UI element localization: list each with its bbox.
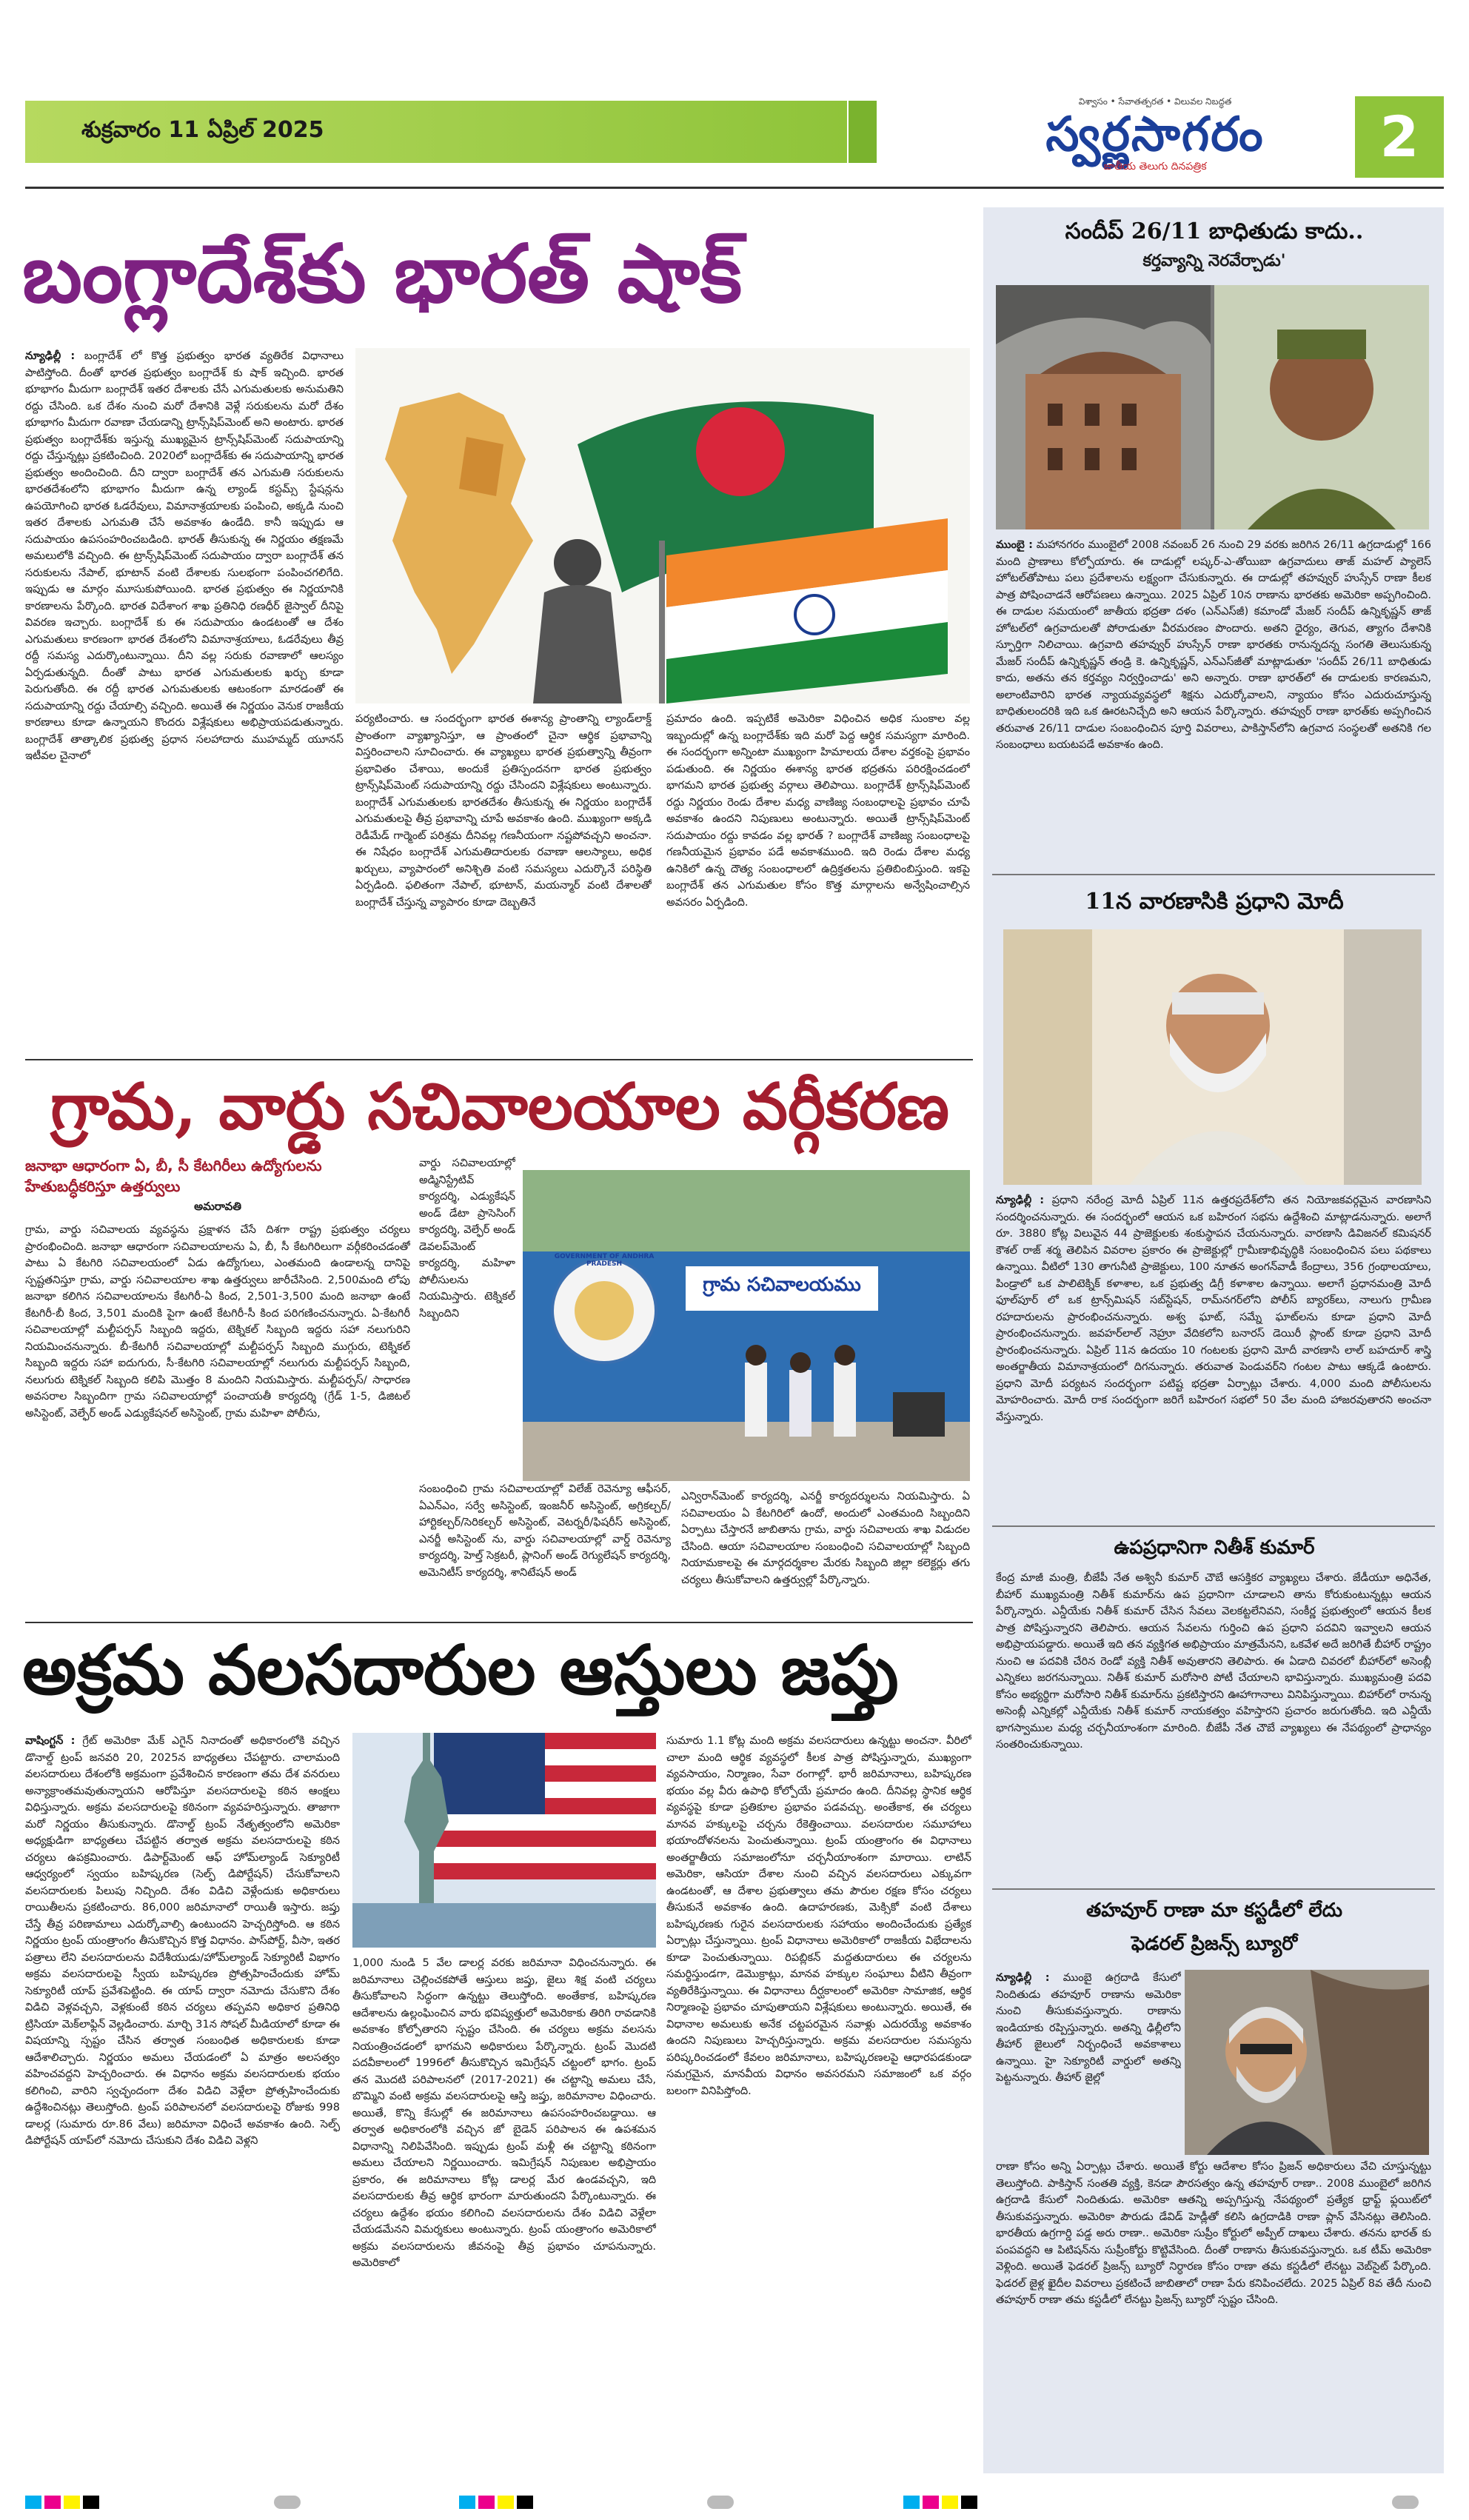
sidebar-story2-body: [996, 1192, 1431, 1518]
sidebar-rana-photo: [1185, 1970, 1429, 2155]
swatch-magenta: [923, 2496, 939, 2509]
sidebar-story2-text: ప్రధాని నరేంద్ర మోదీ ఏప్రిల్ 11న ఉత్తరప్రదేశ్‌లోని తన నియోజకవర్గమైన వారణాసిని సందర్శించనున్నారు. ఈ సందర్భంలో ఆయన ఒక బహిరంగ సభను ఉద్దేశించి మాట్లాడనున్నారు. అలాగే రూ. 3880 కోట్ల విలువైన 44 ప్రాజెక్టులకు శంకుస్థాపన చేయనున్నారు. వారణాసి డివిజనల్ కమిషనర్ కౌశల్ రాజ్ శర్మ తెలిపిన వివరాల ప్రకారం ఈ ప్రాజెక్టుల్లో గ్రామీణాభివృద్ధికి సంబంధించిన పలు పథకాలు ఉన్నాయి. వీటిలో 130 తాగునీటి ప్రాజెక్టులు, 100 నూతన అంగన్‌వాడీ కేంద్రాలు, 356 గ్రంథాలయాలు, పిండ్రాలో ఒక పాలిటెక్నిక్ కళాశాల, ఒక ప్రభుత్వ డిగ్రీ కళాశాల ఉన్నాయి. అలాగే ప్రధానమంత్రి మోదీ ఫూల్‌పూర్ లో ఒక ట్రాన్స్‌మిషన్ సబ్‌స్టేషన్, రామ్‌నగర్‌లోని పోలీస్ బ్యారక్‌లు, నాలుగు గ్రామీణ రహదారులను ప్రారంభించనున్నారు. అశ్వ ఘాట్, సమ్నే ఘాట్‌లను కూడా ప్రధాని మోదీ ప్రారంభించనున్నారు. జవహర్‌లాల్ నెహ్రూ వేదికలోని బనారస్ డెయిరీ ప్లాంట్ కూడా ప్రధాని మోదీ ప్రారంభించనున్నారు. ఏప్రిల్ 11న ఉదయం 10 గంటలకు ప్రధాని మోదీ వారణాసి లాల్ బహదూర్ శాస్త్రి అంతర్జాతీయ విమానాశ్రయంలో దిగనున్నారు. తరువాత పెండువర్‌ని గంటల పాటు ఆక్కడే ఉంటారు. ప్రధాని మోదీ పర్యటన సందర్భంగా పటిష్ట భద్రతా ఏర్పాట్లు చేశారు. 4,000 మంది పోలీసులను మోహరించారు. మోదీ రాక సందర్భంగా జరిగే బహిరంగ సభలో 50 వేల మంది హాజరవుతారని అంచనా వేస్తున్నారు.: [996, 1194, 1431, 1423]
footer-color-marks-left: [25, 2496, 99, 2509]
story1-column-2: పర్యటించారు. ఆ సందర్భంగా భారత ఈశాన్య ప్రాంతాన్ని ల్యాండ్‌లాక్డ్ ప్రాంతంగా వ్యాఖ్యానిస్తూ, ఆ ప్రాంతంలో చైనా ఆర్థిక ప్రభావాన్ని విస్తరించాలని సూచించారు. ఈ వ్యాఖ్యలు భారత ప్రభుత్వాన్ని తీవ్రంగా ప్రభావితం చేశాయి, అందుకే ప్రతిస్పందనగా భారత ప్రభుత్వం ట్రాన్స్‌షిప్‌మెంట్ సదుపాయాన్ని రద్దు చేసిందని విశ్లేషకులు అంటున్నారు. బంగ్లాదేశ్ ఎగుమతులకు భారతదేశం తీసుకున్న ఈ నిర్ణయం బంగ్లాదేశ్ ఎగుమతులపై తీవ్ర ప్రభావాన్ని చూపే అవకాశం ఉంది. ముఖ్యంగా అక్కడి రెడీమేడ్ గార్మెంట్ పరిశ్రమ దీనివల్ల గణనీయంగా నష్టపోవచ్చని అంచనా. ఈ నిషేధం బంగ్లాదేశ్ ఎగుమతిదారులకు రవాణా ఆలస్యాలు, అధిక ఖర్చులు, వ్యాపారంలో అనిశ్చితి వంటి సమస్యలు ఎదుర్కొనే పరిస్థితి ఏర్పడింది. ఫలితంగా నేపాల్, భూటాన్, మయన్మార్ వంటి దేశాలతో బంగ్లాదేశ్ చేస్తున్న వ్యాపారం కూడా దెబ్బతినే: [355, 712, 652, 909]
header-accent-block: [849, 101, 877, 163]
masthead-subtitle: జాతీయ తెలుగు దినపత్రిక: [1103, 161, 1207, 173]
page-number: 2: [1355, 96, 1444, 178]
footer-pill-1: [274, 2496, 301, 2509]
story1-headline: బంగ్లాదేశ్‌కు భారత్ షాక్: [22, 227, 743, 321]
swatch-magenta: [44, 2496, 61, 2509]
sidebar-story4-title: తహవూర్ రాణా మా కస్టడీలో లేదు: [1085, 1899, 1343, 1922]
story2-subhead-text: జనాభా ఆధారంగా ఏ, బీ, సీ కేటగిరీలు ఉద్యోగులను హేతుబద్ధీకరిస్తూ ఉత్తర్వులు: [25, 1157, 322, 1195]
sachivalayam-board-text: గ్రామ సచివాలయము: [703, 1274, 861, 1296]
story1-column-3: ప్రమాదం ఉంది. ఇప్పటికే అమెరికా విధించిన అధిక సుంకాల వల్ల ఇబ్బందుల్లో ఉన్న బంగ్లాదేశ్‌కు ఇది మరో పెద్ద ఆర్థిక సమస్యగా మారింది. ఈ సందర్భంగా అన్నింటా ముఖ్యంగా హిమాలయ దేశాల వర్తకంపై ప్రభావం పడుతుంది. ఈ నిర్ణయం ఈశాన్య భారత భద్రతను పరిరక్షించడంలో భాగమని భారత ప్రభుత్వ వర్గాలు తెలిపాయి. బంగ్లాదేశ్ ట్రాన్స్‌షిప్‌మెంట్ రద్దు నిర్ణయం రెండు దేశాల మధ్య వాణిజ్య సంబంధాలపై ప్రభావం చూపే అవకాశం ఉందని నిపుణులు అంటున్నారు. అయితే ట్రాన్స్‌షిప్‌మెంట్ సదుపాయం రద్దు కావడం వల్ల భారత్ ? బంగ్లాదేశ్ వాణిజ్య సంబంధాలపై గణనీయమైన ప్రభావం పడే అవకాశముంది. ఇది రెండు దేశాల మధ్య ఉనికిలో ఉన్న దౌత్య సంబంధాలలో ఉద్రిక్తతలను ప్రతిబింబిస్తుంది. ఇకపై బంగ్లాదేశ్ తన ఎగుమతుల కోసం కొత్త మార్గాలను అన్వేషించాల్సిన అవసరం ఏర్పడింది.: [666, 712, 970, 909]
swatch-cyan: [459, 2496, 475, 2509]
story2-headline: గ్రామ, వార్డు సచివాలయాల వర్గీకరణ: [50, 1069, 949, 1144]
story3-dateline: వాషింగ్టన్ :: [25, 1734, 76, 1747]
story1-text-1: బంగ్లాదేశ్ లో కొత్త ప్రభుత్వం భారత వ్యతిరేక విధానాలు పాటిస్తోంది. దీంతో భారత ప్రభుత్వం బంగ్లాదేశ్ కు షాక్ ఇచ్చింది. భారత భూభాగం మీదుగా బంగ్లాదేశ్ ఇతర దేశాలకు చేసే ఎగుమతులకు అనుమతిని రద్దు చేసింది. ఒక దేశం నుంచి మరో దేశానికి వెళ్లే సరుకులను మరో దేశం భూభాగం మీదుగా రవాణా చేయడాన్ని ట్రాన్స్‌షిప్‌మెంట్ అని అంటారు. భారత ప్రభుత్వం బంగ్లాదేశ్‌కు ఇస్తున్న ముఖ్యమైన ట్రాన్స్‌షిప్‌మెంట్ సదుపాయాన్ని రద్దు చేస్తున్నట్లు ప్రకటించింది. 2020లో బంగ్లాదేశ్‌కు ఈ సదుపాయాన్ని భారత ప్రభుత్వం అందించింది. దీని ద్వారా బంగ్లాదేశ్ తన ఎగుమతి సరుకులను భారతదేశంలోని భూభాగం మీదుగా ఉన్న ల్యాండ్ కస్టమ్స్ స్టేషన్లను ఉపయోగించి భారత ఓడరేవులు, విమానాశ్రయాలకు పంపించి, అక్కడి నుంచి ఇతర దేశాలకు ఎగుమతి చేసే అవకాశం ఉండేది. కానీ ఇప్పుడు ఆ సదుపాయం ఉపసంహరించబడింది. భారత్ తీసుకున్న ఈ నిర్ణయం తక్షణమే అమలులోకి వచ్చింది. ఈ ట్రాన్స్‌షిప్‌మెంట్ సదుపాయం ద్వారా బంగ్లాదేశ్ తన సరుకులను నేపాల్, భూటాన్ వంటి దేశాలకు సులభంగా పంపించగలిగేది. ఇప్పుడు ఆ మార్గం మూసుకుపోయింది. భారత ప్రభుత్వం ఈ నిర్ణయానికి కారణాలను పేర్కొంది. భారత విదేశాంగ శాఖ ప్రతినిధి రణధీర్ జైస్వాల్ దీనిపై వివరణ ఇచ్చారు. బంగ్లాదేశ్ కు ఈ సదుపాయం ఉండటంతో ఆ దేశం ఎగుమతులు కారణంగా భారత దేశంలోని విమానాశ్రయాలు, ఓడరేవులు తీవ్ర రద్దీ సమస్య ఎదుర్కొంటున్నాయి. దీని వల్ల సరుకు రవాణాలో ఆలస్యం ఏర్పడుతున్నది. దీంతో పాటు భారత ఎగుమతులకు ఖర్చు కూడా పెరుగుతోంది. ఈ రద్దీ భారత ఎగుమతులకు ఆటంకంగా మారడంతో ఈ సదుపాయాన్ని రద్దు చేయాల్సి వచ్చింది. అయితే ఈ నిర్ణయం వెనుక రాజకీయ కారణాలు కూడా ఉన్నాయని కొందరు విశ్లేషకులు అభిప్రాయపడుతున్నారు. బంగ్లాదేశ్ తాత్కాలిక ప్రభుత్వ ప్రధాన సలహాదారు ముహమ్మద్ యూనస్ ఇటీవల చైనాలో: [25, 350, 344, 762]
sidebar-story3-title: ఉపప్రధానిగా నితీశ్ కుమార్: [1114, 1537, 1315, 1559]
masthead: [963, 96, 1348, 173]
swatch-yellow: [498, 2496, 514, 2509]
story3-headline: అక్రమ వలసదారుల ఆస్తులు జప్తు: [22, 1630, 899, 1710]
ap-emblem-text: GOVERNMENT OF ANDHRA PRADESH: [554, 1253, 655, 1268]
story2-column-1: గ్రామ, వార్డు సచివాలయ వ్యవస్థను ప్రక్షాళన చేసే దిశగా రాష్ట్ర ప్రభుత్వం చర్యలు ప్రారంభించింది. జనాభా ఆధారంగా సచివాలయాలను ఏ, బీ, సీ కేటగిరిలుగా వర్గీకరించడంతో పాటు ఏ కేటగిరి సచివాలయంలో ఏడు ఉద్యోగులు, ఎంతమంది ఉండాలన్న దానిపై స్పష్టతనిస్తూ గ్రామ, వార్డు సచివాలయాల శాఖ ఉత్తర్వులు జారీచేసింది. 2,500మంది లోపు జనాభా కలిగిన సచివాలయాలను కేటగిరీ-ఏ కింద, 2,501-3,500 మంది జనాభా ఉంటే కేటగిరీ-బీ కింద, 3,501 మందికి పైగా ఉంటే కేటగిరీ-సీ కింద పరిగణించనున్నారు. ఏ-కేటగిరీ సచివాలయాల్లో మల్టీపర్పస్ సిబ్బంది ఇద్దరు, టెక్నికల్ సిబ్బంది ఇద్దరు సహా నలుగురిని నియమించనున్నారు. బీ-కేటగిరీ సచివాలయాల్లో మల్టీపర్పస్ సిబ్బంది ముగ్గురు, టెక్నికల్ సిబ్బంది ఇద్దరు సహా ఐదుగురు, సీ-కేటగిరి సచివాలయాల్లో నలుగురు మల్టీపర్పస్ సిబ్బంది, నలుగురు టెక్నికల్ సిబ్బంది కలిపి మొత్తం 8 మందిని నియమిస్తారు. మల్టీపర్పస్/ సాధారణ అవసరాల సిబ్బందిగా గ్రామ సచివాలయాల్లో పంచాయతీ కార్యదర్శి (గ్రేడ్ 1-5, డిజిటల్ అసిస్టెంట్, వెల్ఫేర్ అండ్ ఎడ్యుకేషనల్ అసిస్టెంట్, గ్రామ మహిళా పోలీసు,: [25, 1223, 410, 1420]
story2-subhead: [25, 1155, 410, 1216]
swatch-yellow: [64, 2496, 80, 2509]
sidebar-divider-3: [992, 1888, 1435, 1890]
story1-illustration: [355, 348, 970, 703]
story3-text-1: గ్రేట్ అమెరికా మేక్ ఎగైన్ నినాదంతో అధికారంలోకి వచ్చిన డొనాల్డ్ ట్రంప్ జనవరి 20, 2025న బాధ్యతలు చేపట్టారు. చాలామంది వలసదారులు దేశంలోకి అక్రమంగా ప్రవేశించిన కారణంగా తమ దేశ వనరులు అన్యాక్రాంతమవుతున్నాయని ఆరోపిస్తూ వలసదారులపై కఠిన ఆంక్షలు విధిస్తున్నారు. అక్రమ వలసదారులపై కఠినంగా వ్యవహరిస్తున్నారు. తాజాగా మరో నిర్ణయం తీసుకున్నారు. డొనాల్డ్ ట్రంప్ నేతృత్వంలోని అమెరికా అధ్యక్షుడిగా బాధ్యతలు చేపట్టిన తర్వాత అక్రమ వలసదారులపై కఠిన చర్యలు ఉపక్రమించారు. డిపార్ట్‌మెంట్ ఆఫ్ హోమ్‌ల్యాండ్ సెక్యూరిటీ ఆధ్వర్యంలో స్వయం బహిష్కరణ (సెల్ఫ్ డిపోర్టేషన్) చేసుకోవాలని వలసదారులకు పిలుపు నిచ్చింది. దేశం విడిచి వెళ్లేందుకు అధికారులు రాయితీలను ప్రకటించారు. 86,000 జరిమానాలో రాయితీ ఇస్తారు. జప్తు చేస్తే తీవ్ర పరిణామాలు ఎదుర్కోవాల్సి ఉంటుందని హెచ్చరిస్తోంది. ఆ కఠిన నిర్ణయం ట్రంప్ యంత్రాంగం తీసుకొచ్చిన కొత్త విధానం. పాస్‌పోర్ట్, వీసా, ఇతర పత్రాలు లేని వలసదారులను విదేశీయుడు/హోమ్‌ల్యాండ్ సెక్యూరిటీ విభాగం అక్రమ వలసదారులపై స్వీయ బహిష్కరణ ప్రోత్సహించేందుకు హోమ్ సెక్యూరిటీ యాప్ ప్రవేశపెట్టింది. ఈ యాప్ ద్వారా నమోదు చేసుకొని దేశం విడిచి వెళ్లవచ్చని, వెళ్లకుంటే కఠిన చర్యలు తప్పవని అధికార ప్రతినిధి ట్రిసియా మెక్‌లాఫ్లిన్ వెల్లడించారు. మార్చి 31న సోషల్ మీడియాలో కూడా ఈ విషయాన్ని స్పష్టం చేసిన తర్వాత సంబంధిత అధికారులకు కూడా ఆదేశాలిచ్చారు. నిర్ణయం అమలు చేయడంలో ఏ మాత్రం అలసత్వం వహించవద్దని హెచ్చరించారు. ఈ విధానం అక్రమ వలసదారులకు భయం కలిగించి, వారిని స్వచ్ఛందంగా దేశం విడిచి వెళ్లేలా ప్రోత్సహించేందుకు ఉద్దేశించినట్లు తెలుస్తోంది. ట్రంప్ పరిపాలనలో వలసదారులపై రోజుకు 998 డాలర్ల (సుమారు రూ.86 వేలు) జరిమానా విధించే అవకాశం ఉంది. సెల్ఫ్ డిపోర్టేషన్ యాప్‌లో నమోదు చేసుకుని దేశం విడిచి వెళ్లని: [25, 1734, 340, 2147]
sidebar-story1-dateline: ముంబై :: [996, 538, 1033, 551]
masthead-tagline: విశ్వాసం • సేవాతత్పరత • విలువల నిబద్ధత: [1078, 96, 1232, 107]
sidebar-story1-text: మహానగరం ముంబైలో 2008 నవంబర్ 26 నుంచి 29 వరకు జరిగిన 26/11 ఉగ్రదాడుల్లో 166 మంది ప్రాణాలు కోల్పోయారు. ఈ దాడుల్లో లష్కర్-ఎ-తోయిబా ఉగ్రవాదులు తాజ్ మహల్ ప్యాలెస్ హోటల్‌తోపాటు పలు ప్రదేశాలను లక్ష్యంగా చేసుకున్నారు. ఈ దాడుల్లో తహవ్వుర్ హుస్సేన్ రాణా కీలక పాత్ర పోషించాడనే ఆరోపణలు ఉన్నాయి. 2025 ఏప్రిల్ 10న రాణాను భారతకు అమెరికా అప్పగించింది. ఈ దాడుల సమయంలో జాతీయ భద్రతా దళం (ఎన్ఎస్‌జీ) కమాండో మేజర్ సందీప్ ఉన్నికృష్ణన్ తాజ్ హోటల్‌లో ఉగ్రవాదులతో పోరాడుతూ వీరమరణం పొందారు. అతని ధైర్యం, తెగువ, త్యాగం దేశానికి స్ఫూర్తిగా నిలిచాయి. ఉగ్రవాది తహవ్వుర్ హుస్సేన్ రాణా భారతకు రానున్నదన్న సంగతి తెలుసుకున్న మేజర్ సందీప్ ఉన్నికృష్ణన్ తండ్రి కె. ఉన్నికృష్ణన్, ఎన్ఎస్‌జీతో మాట్లాడుతూ 'సందీప్ 26/11 బాధితుడు కాదు, అతను తన కర్తవ్యం నిర్వర్తించాడు' అని అన్నారు. రాణా భారత్‌లో ఈ దాడులకు కారణమని, అలాంటివారిని భారత న్యాయవ్యవస్థలో శిక్షను ఎదుర్కోవాలని, న్యాయం కోసం ఎదురుచూస్తున్న బాధితులందరికి ఇది ఒక ఊరటనిచ్చేది అని ఆయన పేర్కొన్నారు. తహవ్వుర్ రాణా భారత్‌కు అప్పగించిన తరువాత 26/11 దాడుల సంబంధించిన పూర్తి వివరాలు, పాకిస్తాన్‌లోని ఉగ్రవాద సంస్థలతో అతనికి గల సంబంధాలు బయటపడే అవకాశం ఉంది.: [996, 538, 1431, 751]
issue-date: శుక్రవారం 11 ఏప్రిల్ 2025: [81, 117, 324, 143]
swatch-magenta: [478, 2496, 495, 2509]
story3-column-1: [25, 1733, 340, 2414]
taj-hotel-and-major-photo: [996, 285, 1429, 529]
swatch-black: [961, 2496, 977, 2509]
sidebar-divider-2: [992, 1525, 1435, 1527]
sidebar-story4-text-left: ముంబై ఉగ్రదాడి కేసులో నిందితుడు తహవూర్ రాణాను అమెరికా నుంచి తీసుకువస్తున్నారు. రాణాను ఇండియాకు రప్పిస్తున్నారు. అతన్ని ఢిల్లీలోని తీహార్ జైలులో నిర్బంధించే అవకాశాలు ఉన్నాయి. హై సెక్యూరిటీ వార్డులో అతన్ని పెట్టనున్నారు. తీహార్ జైల్లో: [996, 1971, 1181, 2084]
sachivalayam-photo: [523, 1170, 970, 1481]
sidebar-story3-body: కేంద్ర మాజీ మంత్రి, బీజేపీ నేత అశ్వినీ కుమార్ చౌబే ఆసక్తికర వ్యాఖ్యలు చేశారు. జేడీయూ అధినేత, బీహార్ ముఖ్యమంత్రి నితీశ్ కుమార్‌ను ఉప ప్రధానిగా చూడాలని తాను కోరుకుంటున్నట్లు ఆయన పేర్కొన్నారు. ఎన్డీయేకు నితీశ్ కుమార్ చేసిన సేవలు వెలకట్టలేనివని, సంకీర్ణ ప్రభుత్వంలో ఆయన కీలక పాత్ర పోషిస్తున్నారని తెలిపారు. ఆయన సేవలను గుర్తించి ఉప ప్రధాని పదవిని ఇవ్వాలని ఆయన అభిప్రాయపడ్డారు. అయితే ఇది తన వ్యక్తిగత అభిప్రాయం మాత్రమేనని, ఒకవేళ అదే జరిగితే బీహార్ రాష్ట్రం నుంచి ఆ పదవికి చేరిన రెండో వ్యక్తి నితీశ్ అవుతారని తెలిపారు. ఈ ఏడాది చివరలో బీహార్‌లో అసెంబ్లీ ఎన్నికలు జరగనున్నాయి. నితీశ్ కుమార్ మరోసారి పోటీ చేయాలని భావిస్తున్నారు. ముఖ్యమంత్రి పదవి కోసం అభ్యర్థిగా మరోసారి నితీశ్ కుమార్‌ను ప్రకటిస్తారని ఊహాగానాలు వినిపిస్తున్నాయి. బిహార్‌లో రానున్న అసెంబ్లీ ఎన్నికల్లో ఎన్డీయేకు నితీశ్ కుమార్ నాయకత్వం వహిస్తారని ప్రచారం జరుగుతోంది. ఇది ఎన్డీయే భాగస్వాముల మధ్య చర్చనీయాంశంగా మారింది. బీజేపీ నేత చౌబే వ్యాఖ్యలు ఈ నేపథ్యంలో ప్రాధాన్యం సంతరించుకున్నాయి.: [996, 1571, 1431, 1751]
sidebar-story1-body: [996, 537, 1431, 863]
story3-column-2: 1,000 నుండి 5 వేల డాలర్ల వరకు జరిమానా విధించనున్నారు. ఈ జరిమానాలు చెల్లించకపోతే ఆస్తులు జప్తు, జైలు శిక్ష వంటి చర్యలు తీసుకోవాలని సిద్ధంగా ఉన్నట్టు తెలుస్తోంది. అంతేకాక, బహిష్కరణ ఆదేశాలను ఉల్లంఘించిన వారు భవిష్యత్తులో అమెరికాకు తిరిగి రావడానికి అవకాశం కోల్పోతారని స్పష్టం చేసింది. ఈ చర్యలు అక్రమ వలసను నియంత్రించడంలో భాగమని అధికారులు పేర్కొన్నారు. ట్రంప్ మొదటి పదవీకాలంలో 1996లో తీసుకొచ్చిన ఇమిగ్రేషన్ చట్టంలో భాగం. ట్రంప్ తన మొదటి పరిపాలనలో (2017-2021) ఈ చట్టాన్ని అమలు చేసే, బొమ్మిని వంటి అక్రమ వలసదారులపై ఆస్తి జప్తు, జరిమానాల విధించారు. అయితే, కొన్ని కేసుల్లో ఈ జరిమానాలు ఉపసంహరించబడ్డాయి. ఆ తర్వాత అధికారంలోకి వచ్చిన జో బైడెన్ పరిపాలన ఈ ఉపశమన విధానాన్ని నిలిపివేసింది. ఇప్పుడు ట్రంప్ మళ్లీ ఈ చట్టాన్ని కఠినంగా అమలు చేయాలని నిర్ణయించారు. ఇమిగ్రేషన్ నిపుణుల అభిప్రాయం ప్రకారం, ఈ జరిమానాలు కోట్ల డాలర్ల మేర ఉండవచ్చని, ఇది వలసదారులకు తీవ్ర ఆర్థిక భారంగా మారుతుందని పేర్కొంటున్నారు. ఈ చర్యలు ఉద్దేశం భయం కలిగించి వలసదారులను దేశం విడిచి వెళ్లేలా చేయడమేనని విమర్శకులు అంటున్నారు. ట్రంప్ యంత్రాంగం అమెరికాలో అక్రమ వలసదారులను జీవనంపై తీవ్ర ప్రభావం చూపనున్నారు. అమెరికాలో: [352, 1956, 656, 2269]
footer-pill-2: [707, 2496, 734, 2509]
story1-dateline: న్యూఢిల్లీ :: [25, 350, 76, 362]
footer-color-marks-mid: [459, 2496, 533, 2509]
swatch-yellow: [942, 2496, 958, 2509]
footer-color-marks-right: [903, 2496, 977, 2509]
sidebar-story4-dateline: న్యూఢిల్లీ :: [996, 1971, 1050, 1984]
story2-dateline: అమరావతి: [194, 1200, 241, 1213]
tahawwur-rana-image: [1185, 1970, 1429, 2155]
sachivalayam-building-image: [523, 1170, 970, 1481]
sidebar-divider-1: [992, 874, 1435, 875]
sidebar-story4-subtitle: ఫెడరల్ ప్రిజన్స్ బ్యూరో: [1131, 1933, 1298, 1955]
header-rule: [25, 187, 1444, 189]
sidebar-modi-photo: [1003, 929, 1422, 1185]
story2-bottom-column-2: ఎన్విరాన్‌మెంట్ కార్యదర్శి, ఎనర్జీ కార్యదర్శులను నియమిస్తారు. ఏ సచివాలయం ఏ కేటగిరిలో ఉందో, అందులో ఎంతమంది సిబ్బందిని ఏర్పాటు చేస్తారనే జాబితాను గ్రామ, వార్డు సచివాలయ శాఖ విడుదల చేసింది. ఆయా సచివాలయాల సంబంధించి సచివాలయాల్లో సిబ్బంది నియామకాలపై ఈ మార్గదర్శకాల మేరకు సిబ్బంది జిల్లా కలెక్టర్లు తగు చర్యలు తీసుకోవాలని ఉత్తర్వుల్లో పేర్కొన్నారు.: [681, 1490, 970, 1586]
story3-photo: [352, 1733, 656, 1948]
sidebar-story1-title: సందీప్ 26/11 బాధితుడు కాదు..: [1065, 218, 1364, 244]
masthead-title: స్వర్ణసాగరం: [1045, 107, 1265, 162]
swatch-cyan: [903, 2496, 920, 2509]
story2-bottom-column-1: సంబంధించి గ్రామ సచివాలయాల్లో విలేజ్ రెవెన్యూ ఆఫీసర్, ఏఎన్ఎం, సర్వే అసిస్టెంట్, ఇంజనీర్ అసిస్టెంట్, అగ్రికల్చర్/హార్టికల్చర్/సెరికల్చర్ అసిస్టెంట్, వెటర్నరీ/ఫిషరీస్ అసిస్టెంట్, ఎనర్జీ అసిస్టెంట్ ను, వార్డు సచివాలయాల్లో వార్డ్ రెవెన్యూ కార్యదర్శి, హెల్త్ సెక్రటరీ, ప్లానింగ్ అండ్ రెగ్యులేషన్ కార్యదర్శి, అమెనిటీస్ కార్యదర్శి, శానిటేషన్ అండ్: [419, 1483, 671, 1579]
india-bangladesh-flags-image: [355, 348, 970, 703]
sidebar-story4-body: రాణా కోసం అన్ని ఏర్పాట్లు చేశారు. అయితే కోర్టు ఆదేశాల కోసం ప్రిజన్ అధికారులు వేచి చూస్తున్నట్టు తెలుస్తోంది. పాకిస్తాన్ సంతతి వ్యక్తి, కెనడా పౌరసత్వం ఉన్న తహవూర్ రాణా.. 2008 ముంబైలో జరిగిన ఉగ్రదాడి కేసులో నిందితుడు. అమెరికా ఆతన్ని అప్పగిస్తున్న నేపథ్యంలో ప్రత్యేక ధ్రాఫ్ట్ ఫ్లయిట్‌లో తీసుకువస్తున్నారు. అమెరికా పౌరుడు డేవిడ్ హెడ్లీతో కలిసి ఉగ్రదాడికి రాణా ప్లాన్ వేసినట్లు తెలిసింది. భారతీయ ఉగ్రగార్డి పడ్డ అరు రాణా.. అమెరికా సుప్రీం కోర్టులో అప్పీల్ దాఖలు చేశారు. తనను భారత్ కు పంపవద్దని ఆ పిటిషన్‌ను సుప్రీంకోర్టు కొట్టివేసింది. దీంతో రాణాను తీసుకువస్తున్నారు. ఒక టీమ్ అమెరికా వెళ్లింది. అయితే ఫెడరల్ ప్రిజన్స్ బ్యూరో నిర్ధారణ కోసం రాణా తమ కస్టడీలో లేనట్టు వెబ్‌సైట్ పేర్కొంది. ఫెడరల్ జైళ్ల ఖైదీల వివరాలు ప్రకటించే జాబితాలో రాణా పేరు కనిపించలేదు. 2025 ఏప్రిల్ 8వ తేదీ నుంచి తహవూర్ రాణా తమ కస్టడీలో లేనట్టు ప్రిజన్స్ బ్యూరో స్పష్టం చేసింది.: [996, 2160, 1431, 2306]
sidebar-story2-title: 11న వారణాసికి ప్రధాని మోదీ: [1085, 889, 1344, 915]
footer-pill-3: [1392, 2496, 1419, 2509]
swatch-cyan: [25, 2496, 41, 2509]
story1-divider: [25, 1059, 973, 1060]
sidebar-story1-photos: [996, 285, 1429, 529]
pm-modi-image: [1003, 929, 1422, 1185]
story3-column-3: సుమారు 1.1 కోట్ల మంది అక్రమ వలసదారులు ఉన్నట్టు అంచనా. వీరిలో చాలా మంది ఆర్థిక వ్యవస్థలో కీలక పాత్ర పోషిస్తున్నారు, ముఖ్యంగా వ్యవసాయం, నిర్మాణం, సేవా రంగాల్లో. భారీ జరిమానాలు, బహిష్కరణ భయం వల్ల వీరు ఉపాధి కోల్పోయే ప్రమాదం ఉంది. దీనివల్ల స్థానిక ఆర్థిక వ్యవస్థపై కూడా ప్రతికూల ప్రభావం పడవచ్చు. అంతేకాక, ఈ చర్యలు మానవ హక్కులపై చర్చను రేకెత్తించాయి. వలసదారుల సమూహాలు భయాందోళనలను పెంచుతున్నాయి. ట్రంప్ యంత్రాంగం ఈ విధానాలు అంతర్జాతీయ సమాజంలోనూ చర్చనీయాంశంగా మారాయి. లాటిన్ అమెరికా, ఆసియా దేశాల నుంచి వచ్చిన వలసదారులు ఎక్కువగా ఉండటంతో, ఆ దేశాల ప్రభుత్వాలు తమ పౌరుల రక్షణ కోసం చర్యలు తీసుకునే అవకాశం ఉంది. ఉదాహరణకు, మెక్సికో వంటి దేశాలు బహిష్కరణకు గురైన వలసదారులకు సహాయం అందించేందుకు ప్రత్యేక ఏర్పాట్లు చేస్తున్నాయి. ట్రంప్ విధానాలు అమెరికాలో రాజకీయ విభేదాలను కూడా పెంచుతున్నాయి. రిపబ్లికన్ మద్దతుదారులు ఈ చర్యలను సమర్థిస్తుండగా, డెమొక్రాట్లు, మానవ హక్కుల సంఘాలు వీటిని తీవ్రంగా వ్యతిరేకిస్తున్నాయి. ఈ విధానాలు దీర్ఘకాలంలో అమెరికా సామాజిక, ఆర్థిక నిర్మాణంపై ప్రభావం చూపుతాయని విశ్లేషకులు అంటున్నారు. అయితే, ఈ విధానాల అమలుకు అనేక చట్టపరమైన సవాళ్లు ఎదురయ్యే అవకాశం ఉందని నిపుణులు హెచ్చరిస్తున్నారు. అక్రమ వలసదారుల సమస్యను పరిష్కరించడంలో కేవలం జరిమానాలు, బహిష్కరణలపై ఆధారపడకుండా సమగ్రమైన, మానవీయ విధానం అవసరమని సమాజంలో ఒక వర్గం బలంగా వినిపిస్తోంది.: [666, 1734, 971, 2097]
story2-divider: [25, 1622, 973, 1623]
us-flag-statue-image: [352, 1733, 656, 1948]
sidebar-story2-dateline: న్యూఢిల్లీ :: [996, 1194, 1045, 1206]
sidebar-story1-subtitle: కర్తవ్యాన్ని నెరవేర్చాడు': [1142, 252, 1286, 270]
swatch-black: [517, 2496, 533, 2509]
story2-column-2: వార్డు సచివాలయాల్లో అడ్మినిస్ట్రేటివ్ కార్యదర్శి, ఎడ్యుకేషన్ అండ్ డేటా ప్రాసెసింగ్ కార్యదర్శి, వెల్ఫేర్ అండ్ డెవలప్‌మెంట్ కార్యదర్శి, మహిళా పోలీసులను నియమిస్తారు. టెక్నికల్ సిబ్బందిని: [419, 1157, 515, 1320]
swatch-black: [83, 2496, 99, 2509]
story1-column-1: [25, 348, 344, 1052]
sidebar-story4-body-left: [996, 1970, 1181, 2155]
